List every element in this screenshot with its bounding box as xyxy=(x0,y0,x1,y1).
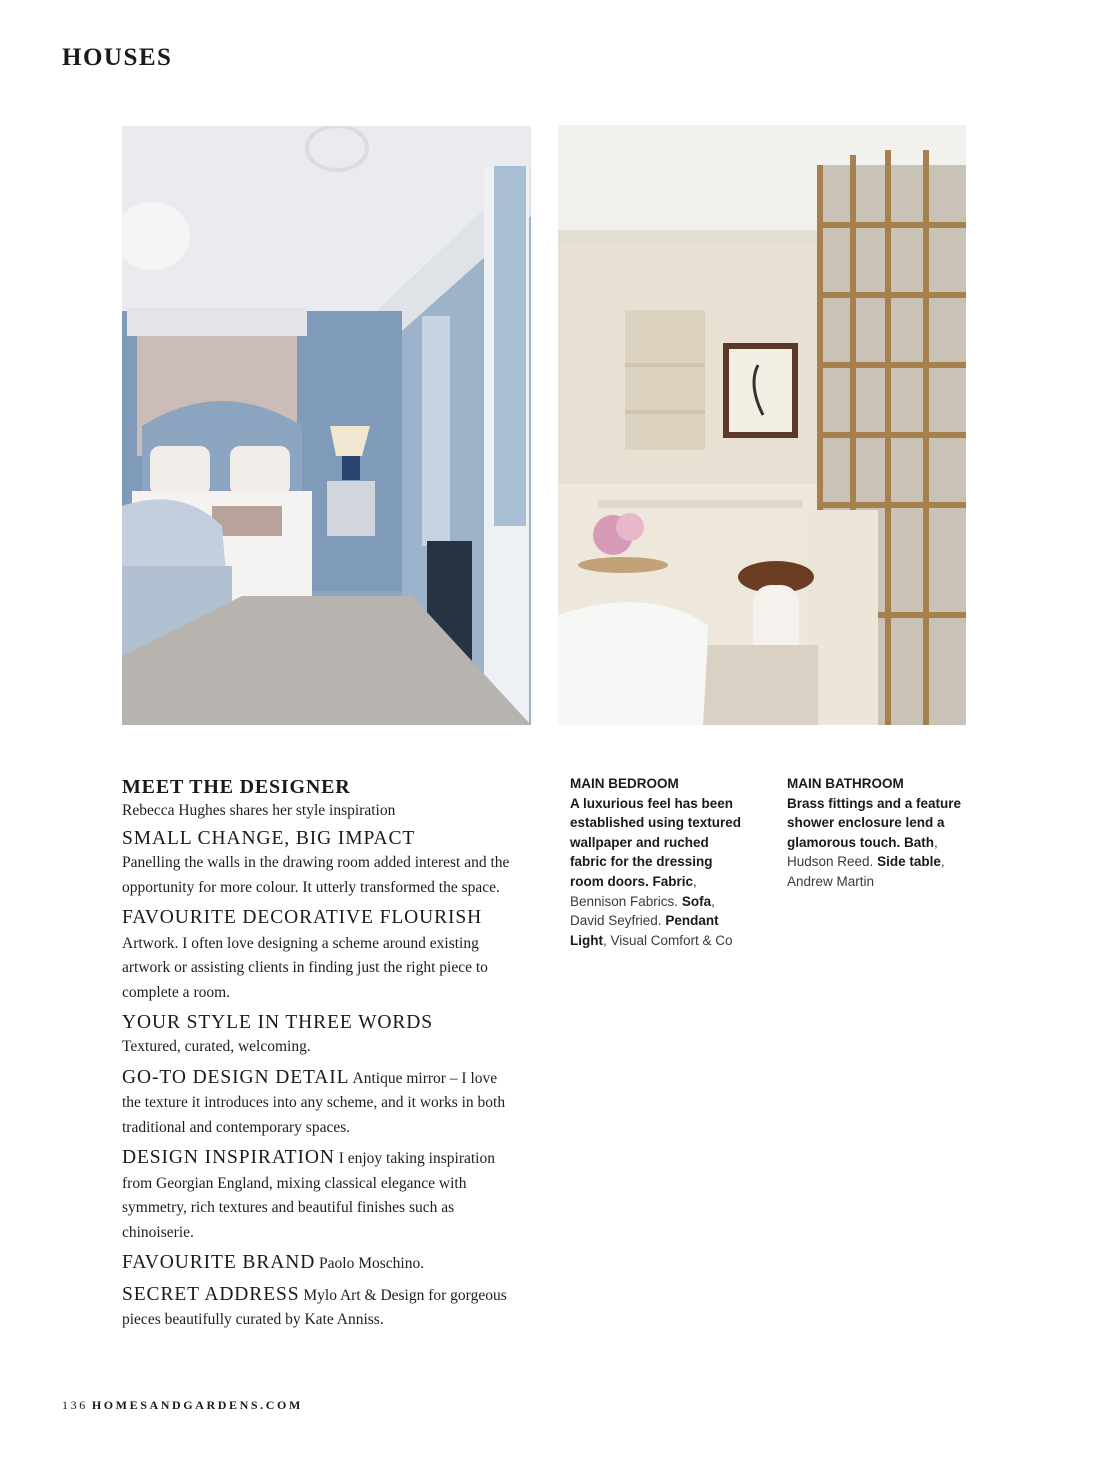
qa-answer: Textured, curated, welcoming. xyxy=(122,1038,311,1055)
bedroom-caption xyxy=(570,774,745,950)
designer-heading: MEET THE DESIGNER xyxy=(122,776,351,798)
caption-heading: MAIN BATHROOM xyxy=(787,776,904,791)
qa-question: DESIGN INSPIRATION xyxy=(122,1147,335,1168)
qa-question: SECRET ADDRESS xyxy=(122,1283,300,1305)
qa-question: GO-TO DESIGN DETAIL xyxy=(122,1066,350,1088)
credit-key: Fabric xyxy=(652,873,694,889)
caption-heading: MAIN BEDROOM xyxy=(570,776,679,791)
qa-item xyxy=(122,1283,517,1333)
credit-key: Bath xyxy=(904,834,935,850)
qa-answer: Artwork. I often love designing a scheme around existing artwork or assisting clients in finding just the right piece to complete a room. xyxy=(122,934,488,1001)
credit-key: Side table xyxy=(877,854,941,870)
bedroom-photo xyxy=(122,126,531,725)
credit-value: , Bennison Fabrics. xyxy=(570,873,697,909)
bathroom-caption xyxy=(787,774,962,892)
qa-item xyxy=(122,1011,517,1060)
credit-value: , David Seyfried. xyxy=(570,893,715,929)
designer-subheading: Rebecca Hughes shares her style inspiration xyxy=(122,802,396,819)
credit-key: Pendant Light xyxy=(570,913,719,948)
qa-question: YOUR STYLE IN THREE WORDS xyxy=(122,1012,434,1033)
qa-item xyxy=(122,1066,517,1141)
bedroom-photo-icon xyxy=(122,126,531,725)
caption-lead: A luxurious feel has been established using textured wallpaper and ruched fabric for the dressing room doors. xyxy=(570,795,742,889)
section-title: HOUSES xyxy=(62,44,173,71)
qa-answer: I enjoy taking inspiration from Georgian England, mixing classical elegance with symmetry, rich textures and beautiful finishes such as chinoiserie. xyxy=(122,1150,495,1241)
credit-value: , Andrew Martin xyxy=(787,854,945,889)
page-number: 136 xyxy=(62,1398,88,1412)
bathroom-photo-icon xyxy=(558,125,966,725)
qa-item xyxy=(122,1251,517,1277)
qa-answer: Antique mirror – I love the texture it introduces into any scheme, and it works in both traditional and contemporary spaces. xyxy=(122,1069,506,1136)
credit-value: , Visual Comfort & Co xyxy=(603,932,733,948)
caption-lead: Brass fittings and a feature shower enclosure lend a glamorous touch. xyxy=(787,795,962,850)
qa-answer: Mylo Art & Design for gorgeous pieces beautifully curated by Kate Anniss. xyxy=(122,1286,507,1328)
qa-question: SMALL CHANGE, BIG IMPACT xyxy=(122,828,416,849)
qa-answer: Panelling the walls in the drawing room added interest and the opportunity for more colour. It utterly transformed the space. xyxy=(122,854,510,896)
site-url[interactable]: HOMESANDGARDENS.COM xyxy=(91,1398,303,1412)
page-footer xyxy=(62,1398,303,1413)
qa-item xyxy=(122,1146,517,1245)
credit-key: Sofa xyxy=(681,893,712,909)
designer-article xyxy=(122,774,517,1333)
qa-item xyxy=(122,827,517,900)
qa-answer: Paolo Moschino. xyxy=(319,1255,425,1272)
credit-value: , Hudson Reed. xyxy=(787,834,938,870)
bathroom-photo xyxy=(558,125,966,725)
qa-question: FAVOURITE BRAND xyxy=(122,1252,316,1273)
qa-question: FAVOURITE DECORATIVE FLOURISH xyxy=(122,907,483,928)
qa-item xyxy=(122,906,517,1005)
